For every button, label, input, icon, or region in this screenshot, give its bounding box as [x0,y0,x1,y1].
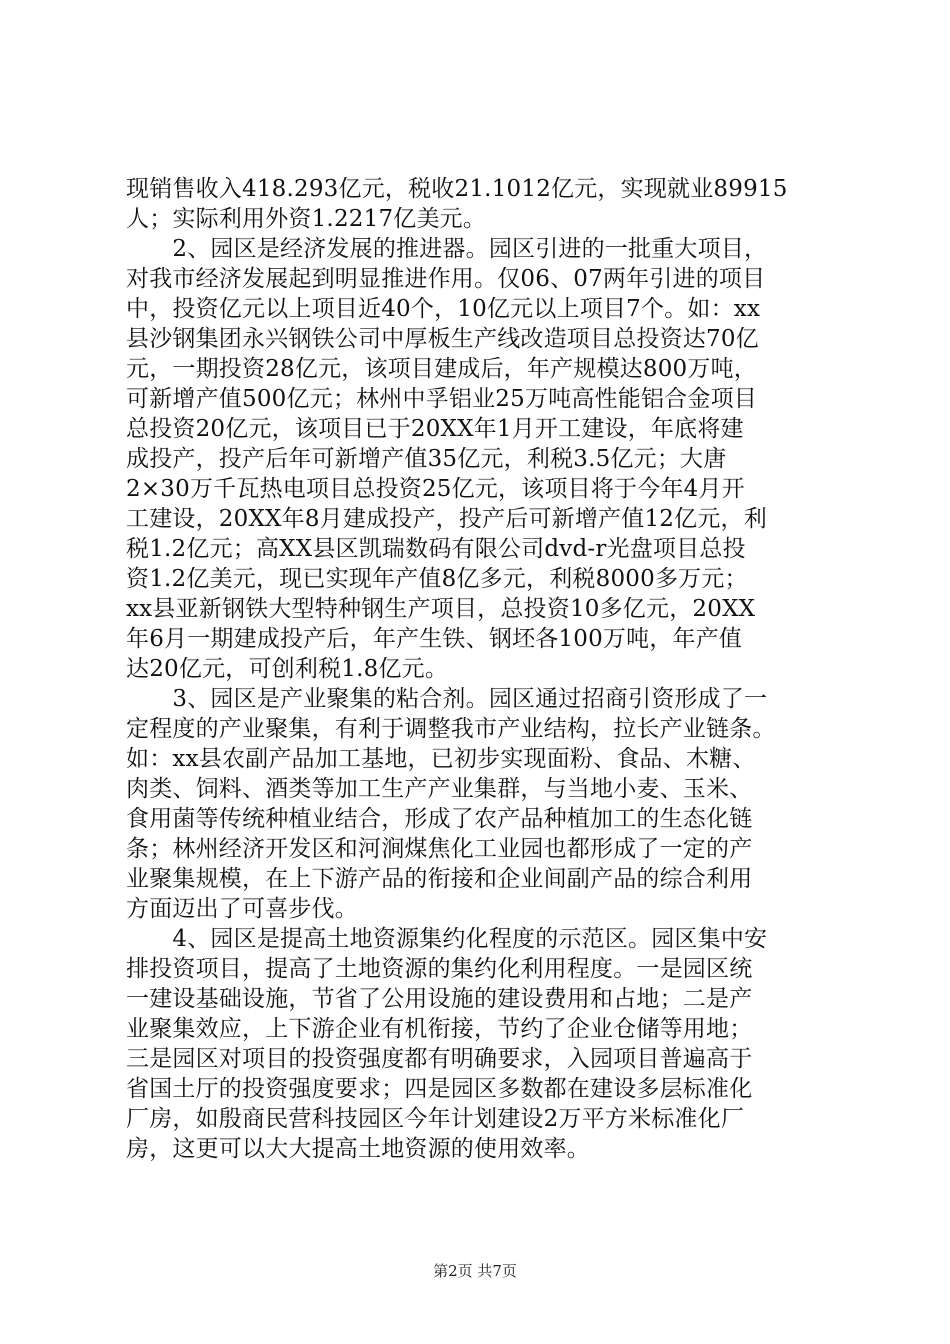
text-line: 条；林州经济开发区和河涧煤焦化工业园也都形成了一定的产 [126,836,753,862]
text-line: 定程度的产业聚集，有利于调整我市产业结构，拉长产业链条。 [126,716,776,742]
text-line: 人；实际利用外资1.2217亿美元。 [126,206,487,232]
text-line: 成投产，投产后年可新增产值35亿元，利税3.5亿元；大唐 [126,446,727,472]
text-line: 排投资项目，提高了土地资源的集约化利用程度。一是园区统 [126,956,753,982]
text-line: 对我市经济发展起到明显推进作用。仅06、07两年引进的项目 [126,266,766,292]
text-line: 可新增产值500亿元；林州中孚铝业25万吨高性能铝合金项目 [126,386,757,412]
page-number-footer: 第2页 共7页 [433,1262,517,1280]
text-line: 2、园区是经济发展的推进器。园区引进的一批重大项目， [126,236,768,262]
text-line: 中，投资亿元以上项目近40个，10亿元以上项目7个。如：xx [126,296,761,322]
text-line: 省国土厅的投资强度要求；四是园区多数都在建设多层标准化 [126,1076,753,1102]
text-line: 三是园区对项目的投资强度都有明确要求，入园项目普遍高于 [126,1046,753,1072]
text-line: 元，一期投资28亿元，该项目建成后，年产规模达800万吨， [126,356,757,382]
text-line: 肉类、饲料、酒类等加工生产产业集群，与当地小麦、玉米、 [126,776,753,802]
text-line: 县沙钢集团永兴钢铁公司中厚板生产线改造项目总投资达70亿 [126,326,759,352]
text-line: 2×30万千瓦热电项目总投资25亿元，该项目将于今年4月开 [126,476,745,502]
text-line: 房，这更可以大大提高土地资源的使用效率。 [126,1136,590,1162]
text-line: 达20亿元，可创利税1.8亿元。 [126,656,449,682]
text-line: 如：xx县农副产品加工基地，已初步实现面粉、食品、木糖、 [126,746,756,772]
text-line: 年6月一期建成投产后，年产生铁、钢坯各100万吨，年产值 [126,626,743,652]
text-line: 4、园区是提高土地资源集约化程度的示范区。园区集中安 [126,926,768,952]
text-line: 业聚集规模，在上下游产品的衔接和企业间副产品的综合利用 [126,866,753,892]
text-line: 总投资20亿元，该项目已于20XX年1月开工建设，年底将建 [126,416,744,442]
text-line: 3、园区是产业聚集的粘合剂。园区通过招商引资形成了一 [126,686,768,712]
text-line: 一建设基础设施，节省了公用设施的建设费用和占地；二是产 [126,986,753,1012]
text-line: 厂房，如殷商民营科技园区今年计划建设2万平方米标准化厂 [126,1106,745,1132]
text-line: xx县亚新钢铁大型特种钢生产项目，总投资10多亿元，20XX [126,596,756,622]
text-line: 方面迈出了可喜步伐。 [126,896,358,922]
text-line: 资1.2亿美元，现已实现年产值8亿多元，利税8000多万元； [126,566,748,592]
text-line: 工建设，20XX年8月建成投产，投产后可新增产值12亿元，利 [126,506,767,532]
text-line: 现销售收入418.293亿元，税收21.1012亿元，实现就业89915 [126,176,788,202]
text-line: 税1.2亿元；高XX县区凯瑞数码有限公司dvd-r光盘项目总投 [126,536,746,562]
text-line: 业聚集效应，上下游企业有机衔接，节约了企业仓储等用地； [126,1016,753,1042]
text-line: 食用菌等传统种植业结合，形成了农产品种植加工的生态化链 [126,806,753,832]
